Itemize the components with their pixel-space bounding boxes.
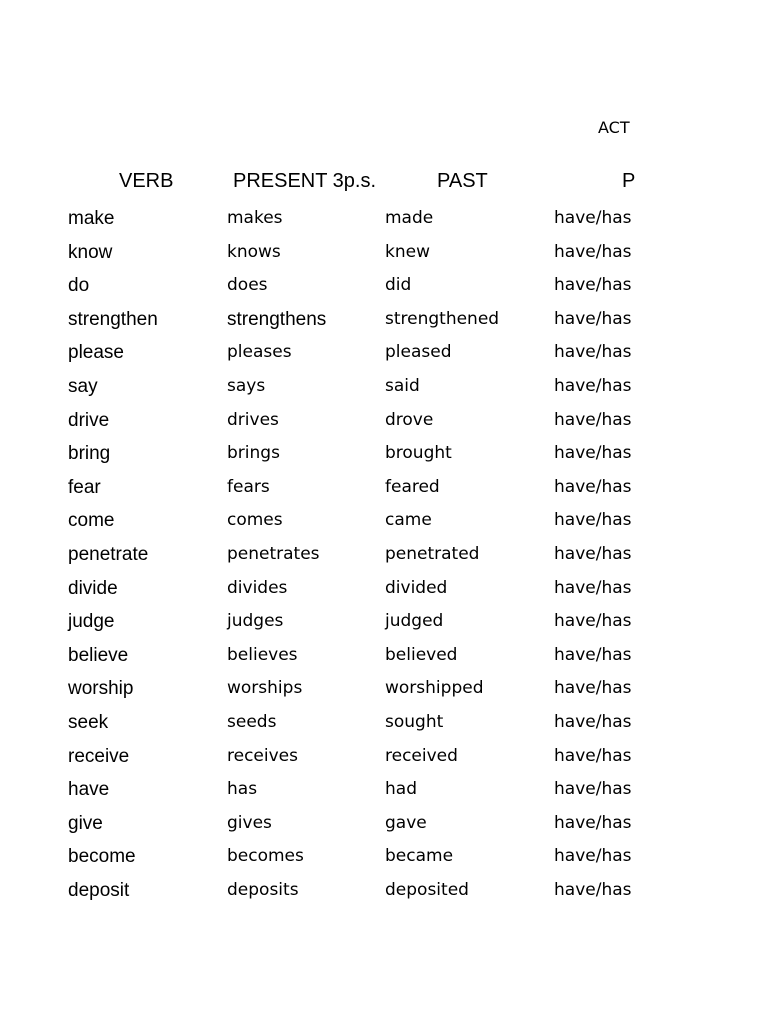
verb-cell: receive: [68, 745, 130, 767]
past-participle-cell: have/has: [554, 812, 632, 833]
header-present-3ps: PRESENT 3p.s.: [233, 170, 377, 192]
verb-cell: know: [68, 241, 113, 263]
verb-cell: deposit: [68, 879, 130, 901]
verb-cell: fear: [68, 476, 101, 498]
header-past-participle: P: [622, 170, 636, 192]
verb-cell: judge: [68, 611, 115, 633]
past-participle-cell: have/has: [554, 241, 632, 262]
past-participle-cell: have/has: [554, 678, 632, 699]
past-cell: sought: [385, 711, 444, 732]
past-cell: feared: [385, 476, 440, 497]
table-row: [0, 541, 768, 575]
past-participle-cell: have/has: [554, 543, 632, 564]
verb-cell: drive: [68, 409, 110, 431]
past-cell: drove: [385, 409, 434, 430]
table-row: [0, 743, 768, 777]
verb-cell: strengthen: [68, 308, 158, 330]
present-cell: comes: [227, 510, 283, 531]
table-row: [0, 440, 768, 474]
present-cell: says: [227, 375, 266, 396]
verb-cell: divide: [68, 577, 118, 599]
section-label: ACT: [598, 118, 630, 137]
past-participle-cell: have/has: [554, 577, 632, 598]
past-participle-cell: have/has: [554, 745, 632, 766]
verb-cell: make: [68, 208, 115, 229]
past-cell: made: [385, 208, 434, 228]
past-participle-cell: have/has: [554, 510, 632, 531]
past-cell: judged: [385, 611, 444, 632]
past-participle-cell: have/has: [554, 644, 632, 665]
table-row: [0, 373, 768, 407]
verb-cell: say: [68, 375, 98, 397]
table-row: [0, 339, 768, 373]
past-participle-cell: have/has: [554, 476, 632, 497]
past-participle-cell: have/has: [554, 409, 632, 430]
present-cell: does: [227, 275, 268, 296]
verb-cell: become: [68, 846, 136, 868]
past-cell: had: [385, 779, 417, 800]
past-participle-cell: have/has: [554, 208, 632, 228]
present-cell: receives: [227, 745, 298, 766]
verb-cell: worship: [68, 678, 134, 700]
table-row: [0, 205, 768, 239]
table-row: [0, 608, 768, 642]
present-cell: judges: [227, 611, 284, 632]
past-participle-cell: have/has: [554, 846, 632, 867]
table-row: [0, 642, 768, 676]
present-cell: deposits: [227, 879, 299, 900]
past-participle-cell: have/has: [554, 308, 632, 329]
past-cell: deposited: [385, 879, 469, 900]
table-row: [0, 272, 768, 306]
verb-cell: have: [68, 779, 110, 801]
header-verb: VERB: [119, 170, 174, 192]
present-cell: knows: [227, 241, 281, 262]
verb-cell: bring: [68, 443, 111, 465]
table-row: [0, 306, 768, 340]
present-cell: penetrates: [227, 543, 320, 564]
verb-cell: give: [68, 812, 103, 834]
past-cell: said: [385, 375, 420, 396]
present-cell: fears: [227, 476, 270, 497]
verb-cell: do: [68, 275, 90, 297]
present-cell: brings: [227, 443, 280, 464]
past-participle-cell: have/has: [554, 779, 632, 800]
past-participle-cell: have/has: [554, 443, 632, 464]
present-cell: seeds: [227, 711, 277, 732]
past-participle-cell: have/has: [554, 275, 632, 296]
verb-cell: come: [68, 510, 115, 532]
past-cell: received: [385, 745, 458, 766]
past-participle-cell: have/has: [554, 711, 632, 732]
past-participle-cell: have/has: [554, 611, 632, 632]
table-row: [0, 877, 768, 911]
verb-cell: seek: [68, 711, 109, 733]
past-cell: strengthened: [385, 308, 500, 329]
past-cell: brought: [385, 443, 452, 464]
present-cell: pleases: [227, 342, 292, 363]
table-row: [0, 843, 768, 877]
present-cell: becomes: [227, 846, 304, 867]
past-cell: worshipped: [385, 678, 484, 699]
past-participle-cell: have/has: [554, 879, 632, 900]
past-cell: did: [385, 275, 412, 296]
table-row: [0, 407, 768, 441]
past-cell: gave: [385, 812, 427, 833]
present-cell: believes: [227, 644, 298, 665]
table-row: [0, 675, 768, 709]
past-cell: pleased: [385, 342, 452, 363]
verb-cell: please: [68, 342, 124, 364]
past-participle-cell: have/has: [554, 375, 632, 396]
past-cell: divided: [385, 577, 448, 598]
present-cell: divides: [227, 577, 288, 598]
table-row: [0, 709, 768, 743]
past-cell: knew: [385, 241, 430, 262]
table-row: [0, 776, 768, 810]
verb-cell: penetrate: [68, 543, 149, 565]
present-cell: gives: [227, 812, 272, 833]
verb-table: [0, 205, 768, 910]
table-row: [0, 239, 768, 273]
verb-cell: believe: [68, 644, 129, 666]
table-row: [0, 575, 768, 609]
past-cell: became: [385, 846, 454, 867]
past-participle-cell: have/has: [554, 342, 632, 363]
present-cell: worships: [227, 678, 303, 699]
present-cell: has: [227, 779, 258, 800]
present-cell: drives: [227, 409, 279, 430]
table-row: [0, 810, 768, 844]
past-cell: believed: [385, 644, 458, 665]
table-row: [0, 474, 768, 508]
header-past: PAST: [437, 170, 488, 192]
past-cell: penetrated: [385, 543, 480, 564]
present-cell: makes: [227, 208, 283, 228]
present-cell: strengthens: [227, 308, 327, 330]
table-row: [0, 507, 768, 541]
past-cell: came: [385, 510, 432, 531]
